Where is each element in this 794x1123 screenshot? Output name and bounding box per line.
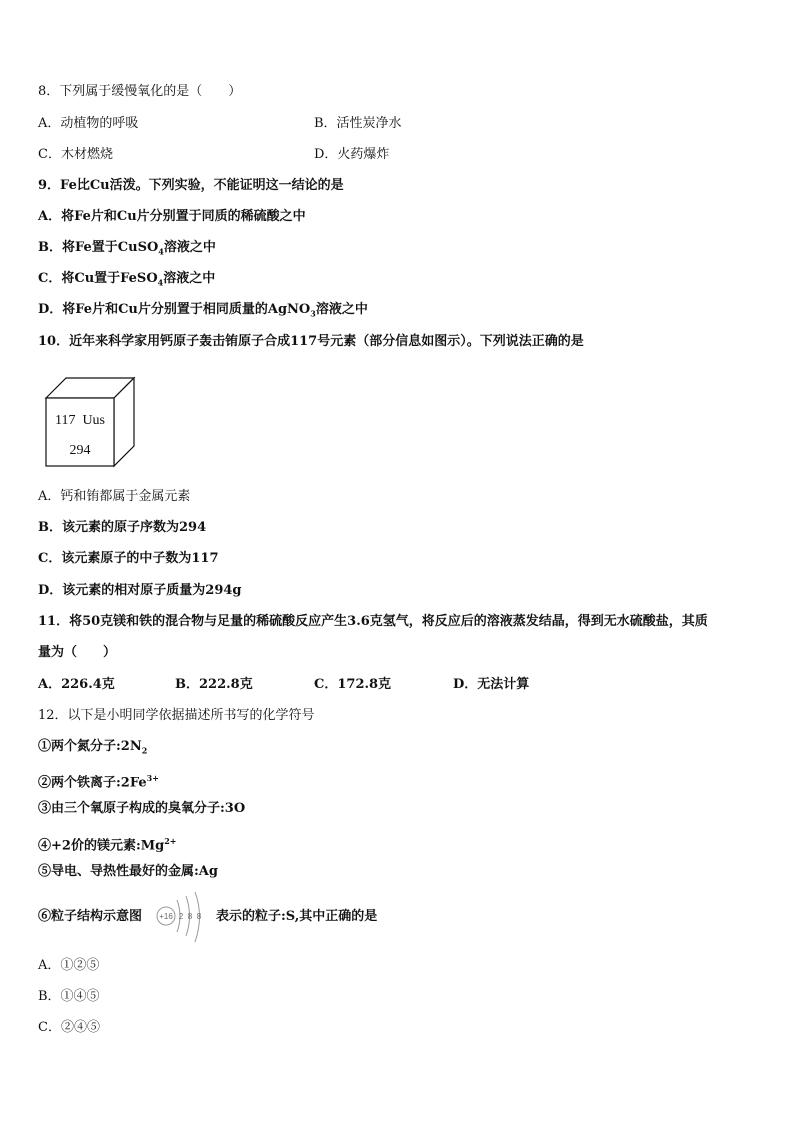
q9-d-text: D．将Fe片和Cu片分别置于相同质量的AgNO: [38, 302, 311, 317]
q12-option-b: B．①④⑤: [38, 989, 100, 1004]
q9-c-text: C．将Cu置于FeSO: [38, 271, 158, 286]
q8-option-c: C．木材燃烧: [38, 147, 113, 162]
q12-item-5: ⑤导电、导热性最好的金属:Ag: [38, 864, 218, 879]
q9-d-subscript: 3: [310, 308, 316, 319]
q12-item-1: [38, 739, 147, 759]
q9-b-text-end: 溶液之中: [163, 240, 216, 255]
q12-item-6-conclusion: 表示的粒子:S,其中正确的是: [216, 909, 378, 924]
q12-stem: 12．以下是小明同学依据描述所书写的化学符号: [38, 708, 315, 723]
atom-shell-1-count: 2: [178, 912, 184, 921]
q9-b-subscript: 4: [158, 246, 164, 257]
q11-option-b: B．222.8克: [175, 677, 253, 692]
q9-option-b: [38, 240, 216, 260]
q12-item-1-subscript: 2: [141, 745, 148, 756]
q11-option-a: A．226.4克: [38, 677, 115, 692]
element-cube-figure: [42, 374, 138, 470]
q11-stem-line2: 量为（ ）: [38, 645, 117, 660]
q12-item-6-label: ⑥粒子结构示意图: [38, 909, 143, 924]
cube-symbol-text: 117 Uus: [54, 413, 106, 428]
q12-item-2: [38, 770, 159, 791]
q9-c-text-end: 溶液之中: [163, 271, 216, 286]
q8-option-b: B．活性炭净水: [314, 116, 402, 131]
q8-option-d: D．火药爆炸: [314, 147, 390, 162]
q10-option-b: B．该元素的原子序数为294: [38, 520, 207, 535]
q11-option-d: D．无法计算: [453, 677, 530, 692]
q9-option-a: A．将Fe片和Cu片分别置于同质的稀硫酸之中: [38, 209, 306, 224]
q12-item-4-superscript: 2+: [164, 836, 177, 846]
q12-item-2-superscript: 3+: [146, 773, 159, 783]
atom-shell-3-count: 8: [196, 912, 202, 921]
q12-item-2-text: ②两个铁离子:2Fe: [38, 775, 147, 791]
q12-item-1-text: ①两个氮分子:2N: [38, 739, 142, 754]
atom-shell-2-count: 8: [187, 912, 193, 921]
q9-d-text-end: 溶液之中: [315, 302, 368, 317]
q10-stem: 10．近年来科学家用钙原子轰击铕原子合成117号元素（部分信息如图示）。下列说法正确的是: [38, 334, 584, 349]
q10-option-a: A．钙和铕都属于金属元素: [38, 489, 191, 504]
q9-option-c: [38, 271, 215, 291]
atom-structure-figure: [152, 890, 212, 946]
q10-option-d: D．该元素的相对原子质量为294g: [38, 583, 242, 598]
q9-c-subscript: 4: [157, 277, 164, 288]
q9-option-d: [38, 302, 368, 322]
q12-item-4-text: ④+2价的镁元素:Mg: [38, 838, 165, 854]
q9-stem: 9．Fe比Cu活泼。下列实验，不能证明这一结论的是: [38, 178, 344, 193]
atom-nucleus-charge: +16: [159, 912, 173, 921]
q8-stem: 8．下列属于缓慢氧化的是（ ）: [38, 84, 242, 99]
q11-stem-line1: 11．将50克镁和铁的混合物与足量的稀硫酸反应产生3.6克氢气，将反应后的溶液蒸发结晶，得到无水硫酸盐，其质: [38, 614, 708, 629]
q9-b-text: B．将Fe置于CuSO: [38, 240, 159, 255]
q12-item-3: ③由三个氧原子构成的臭氧分子:3O: [38, 801, 246, 816]
q12-item-4: [38, 833, 177, 854]
q11-option-c: C．172.8克: [314, 677, 392, 692]
cube-mass-text: 294: [69, 443, 91, 458]
q12-option-a: A．①②⑤: [38, 958, 100, 973]
q8-option-a: A．动植物的呼吸: [38, 116, 139, 131]
q10-option-c: C．该元素原子的中子数为117: [38, 551, 219, 566]
q12-option-c: C．②④⑤: [38, 1020, 100, 1035]
